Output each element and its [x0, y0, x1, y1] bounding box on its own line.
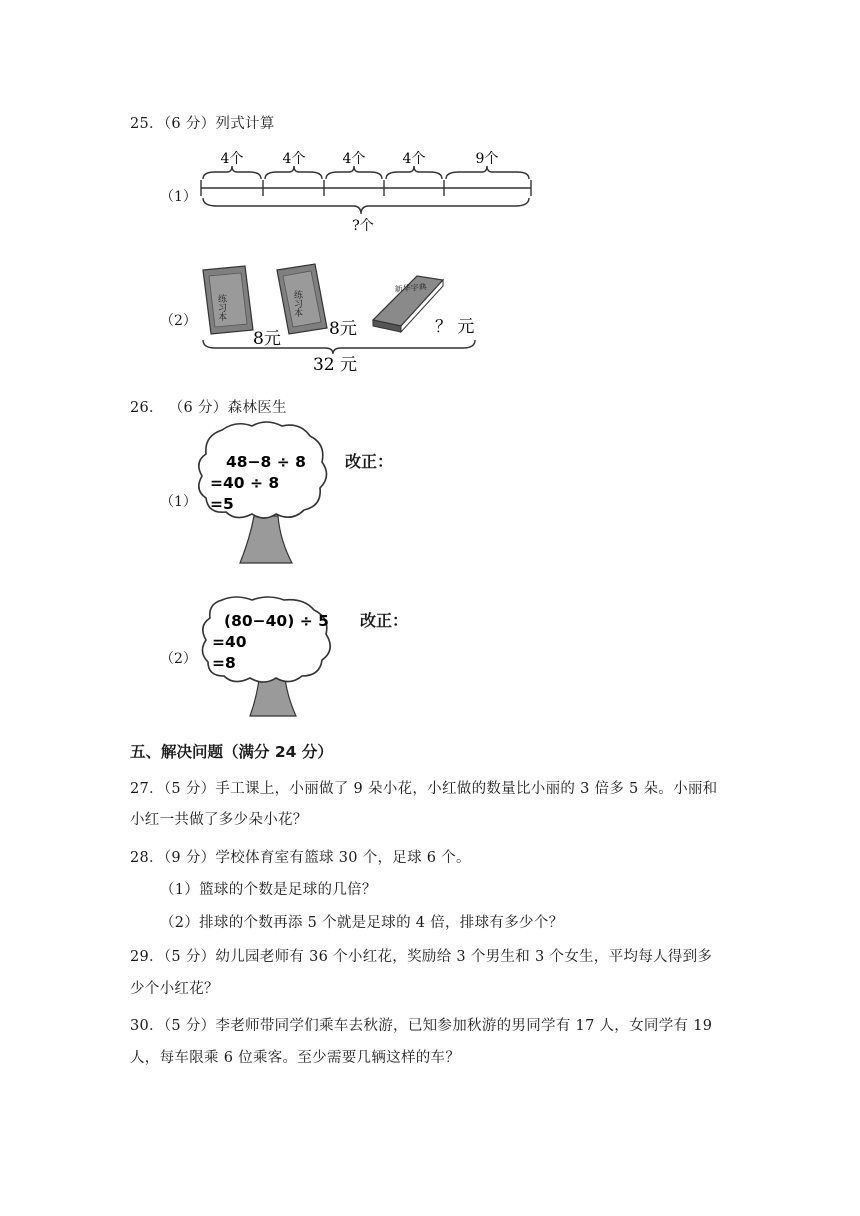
book-title: 练习本 — [216, 294, 226, 321]
expression-line: =40 ÷ 8 — [210, 474, 280, 492]
expression-line: (80−40) ÷ 5 — [224, 612, 329, 630]
expression-line: =8 — [212, 654, 236, 672]
segment-label: 9个 — [475, 151, 499, 167]
section-heading: 五、解决问题（满分 24 分） — [130, 743, 333, 761]
q25-title: 25．（6 分）列式计算 — [130, 116, 275, 132]
exercise-book-icon — [277, 264, 327, 334]
q29-line2: 少个小红花？ — [130, 981, 219, 997]
book-title: 练习本 — [292, 290, 302, 317]
segment-label: 4个 — [220, 151, 244, 167]
price-label: 8元 — [329, 319, 357, 339]
q29-line1: 29．（5 分）幼儿园老师有 36 个小红花，奖励给 3 个男生和 3 个女生，平均每人得到多 — [130, 949, 713, 965]
q30-line1: 30．（5 分）李老师带同学们乘车去秋游，已知参加秋游的男同学有 17 人，女同学有 19 — [130, 1018, 713, 1034]
segment-label: 4个 — [342, 151, 366, 167]
total-label: ?个 — [352, 218, 374, 234]
expression-line: 48−8 ÷ 8 — [226, 453, 306, 471]
q25-part2-label: （2） — [160, 313, 197, 329]
q28-line1: 28．（9 分）学校体育室有篮球 30 个，足球 6 个。 — [130, 850, 471, 866]
total-label: 32 元 — [312, 355, 358, 373]
q26-title: 26． （6 分）森林医生 — [130, 400, 287, 416]
dictionary-icon — [373, 276, 443, 332]
q28-sub1: （1）篮球的个数是足球的几倍？ — [160, 882, 377, 898]
expression-line: =40 — [212, 633, 247, 651]
price-label: ？ 元 — [435, 317, 475, 337]
correction-label: 改正： — [360, 611, 409, 630]
dictionary-title: 新华字典 — [394, 282, 428, 294]
tree-icon — [194, 594, 344, 722]
price-label: 8元 — [253, 329, 281, 349]
segment-diagram — [195, 148, 540, 238]
q27-line2: 小红一共做了多少朵小花？ — [130, 812, 308, 828]
exercise-book-icon — [203, 266, 253, 334]
q26-part1-label: （1） — [160, 494, 197, 510]
q27-line1: 27．（5 分）手工课上，小丽做了 9 朵小花，小红做的数量比小丽的 3 倍多 5 朵。小丽和 — [130, 781, 718, 797]
correction-label: 改正： — [345, 452, 394, 471]
q26-part2-label: （2） — [160, 651, 197, 667]
q30-line2: 人，每车限乘 6 位乘客。至少需要几辆这样的车？ — [130, 1050, 461, 1066]
tree-icon — [192, 418, 342, 570]
q28-sub2: （2）排球的个数再添 5 个就是足球的 4 倍，排球有多少个？ — [160, 915, 564, 931]
price-diagram — [195, 258, 485, 373]
expression-line: =5 — [210, 495, 234, 513]
segment-label: 4个 — [282, 151, 306, 167]
segment-label: 4个 — [402, 151, 426, 167]
q25-part1-label: （1） — [160, 189, 197, 205]
